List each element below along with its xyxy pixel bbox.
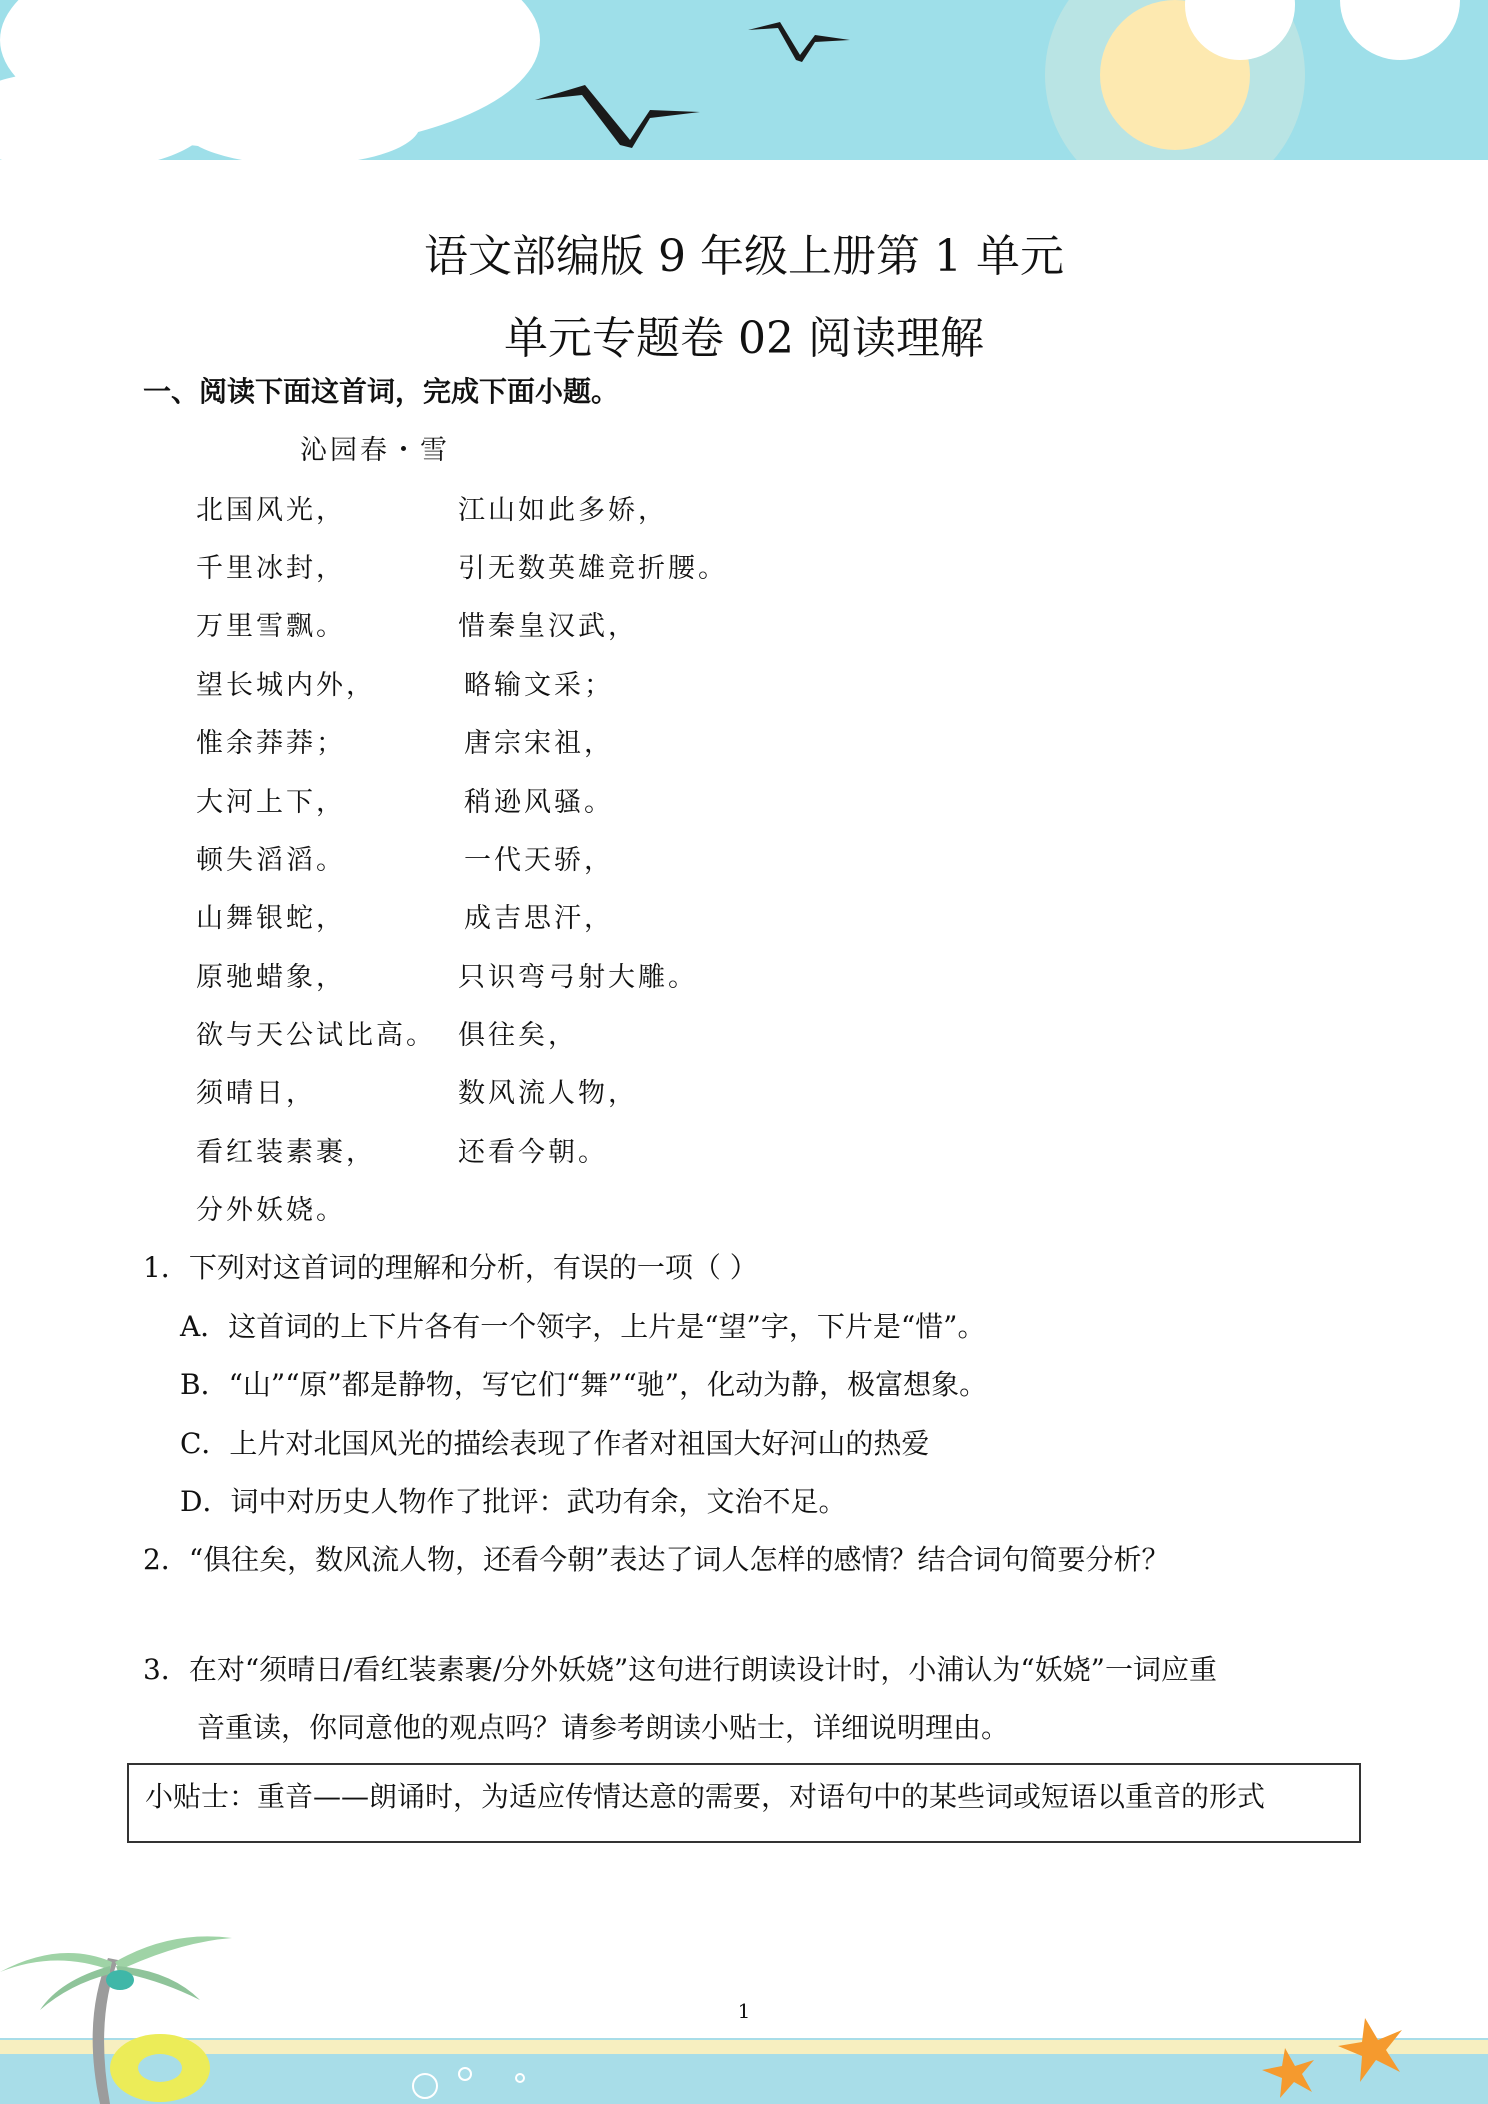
question-1-option-c: C．上片对北国风光的描绘表现了作者对祖国大好河山的热爱 (180, 1427, 930, 1460)
question-1-option-d: D．词中对历史人物作了批评：武功有余，文治不足。 (180, 1485, 847, 1518)
page-number: 1 (737, 1999, 751, 2023)
poem-left-line: 大河上下， (196, 787, 346, 818)
poem-right-line: 引无数英雄竞折腰。 (458, 553, 728, 584)
footer-beach-banner (0, 1900, 1488, 2104)
swim-ring-icon (110, 2034, 210, 2102)
tip-text: 小贴士：重音——朗诵时，为适应传情达意的需要，对语句中的某些词或短语以重音的形式 (145, 1780, 1266, 1813)
question-3-line2: 音重读，你同意他的观点吗？请参考朗读小贴士，详细说明理由。 (197, 1711, 1010, 1744)
doc-title-line2: 单元专题卷 02 阅读理解 (504, 313, 984, 364)
doc-title-line1: 语文部编版 9 年级上册第 1 单元 (424, 231, 1064, 282)
poem-right-line: 一代天骄， (464, 845, 614, 876)
header-sky-banner (0, 0, 1488, 170)
poem-left-line: 千里冰封， (196, 553, 346, 584)
poem-right-line: 江山如此多娇， (458, 495, 668, 526)
question-1-option-b: B．“山”“原”都是静物，写它们“舞”“驰”，化动为静，极富想象。 (180, 1368, 988, 1401)
poem-left-line: 原驰蜡象， (196, 962, 346, 993)
poem-right-line: 唐宗宋祖， (464, 728, 614, 759)
poem-left-line: 万里雪飘。 (196, 611, 346, 642)
poem-left-line: 山舞银蛇， (196, 903, 346, 934)
question-1: 1．下列对这首词的理解和分析，有误的一项（ ） (143, 1251, 758, 1284)
poem-left-line: 望长城内外， (196, 670, 376, 701)
poem-right-line: 俱往矣， (458, 1020, 578, 1051)
section-heading: 一、阅读下面这首词，完成下面小题。 (143, 375, 620, 408)
poem-left-line: 须晴日， (196, 1078, 316, 1109)
poem-left-line: 看红装素裹， (196, 1137, 376, 1168)
poem-title: 沁园春・雪 (300, 435, 450, 466)
poem-right-line: 惜秦皇汉武， (458, 611, 638, 642)
poem-right-line: 稍逊风骚。 (464, 787, 614, 818)
poem-right-line: 数风流人物， (458, 1078, 638, 1109)
sand-strip (0, 2040, 1488, 2054)
question-3-line1: 3．在对“须晴日/看红装素裹/分外妖娆”这句进行朗读设计时，小浦认为“妖娆”一词应重 (143, 1653, 1217, 1686)
question-2: 2．“俱往矣，数风流人物，还看今朝”表达了词人怎样的感情？结合词句简要分析？ (143, 1543, 1170, 1576)
question-1-option-a: A．这首词的上下片各有一个领字，上片是“望”字，下片是“惜”。 (180, 1310, 986, 1343)
poem-left-line: 分外妖娆。 (196, 1195, 346, 1226)
poem-left-line: 欲与天公试比高。 (196, 1020, 436, 1051)
poem-right-line: 成吉思汗， (464, 903, 614, 934)
poem-right-line: 略输文采； (464, 670, 614, 701)
poem-right-line: 只识弯弓射大雕。 (458, 962, 698, 993)
poem-right-line: 还看今朝。 (458, 1137, 608, 1168)
poem-left-line: 惟余莽莽； (196, 728, 346, 759)
poem-left-line: 顿失滔滔。 (196, 845, 346, 876)
poem-left-line: 北国风光， (196, 495, 346, 526)
